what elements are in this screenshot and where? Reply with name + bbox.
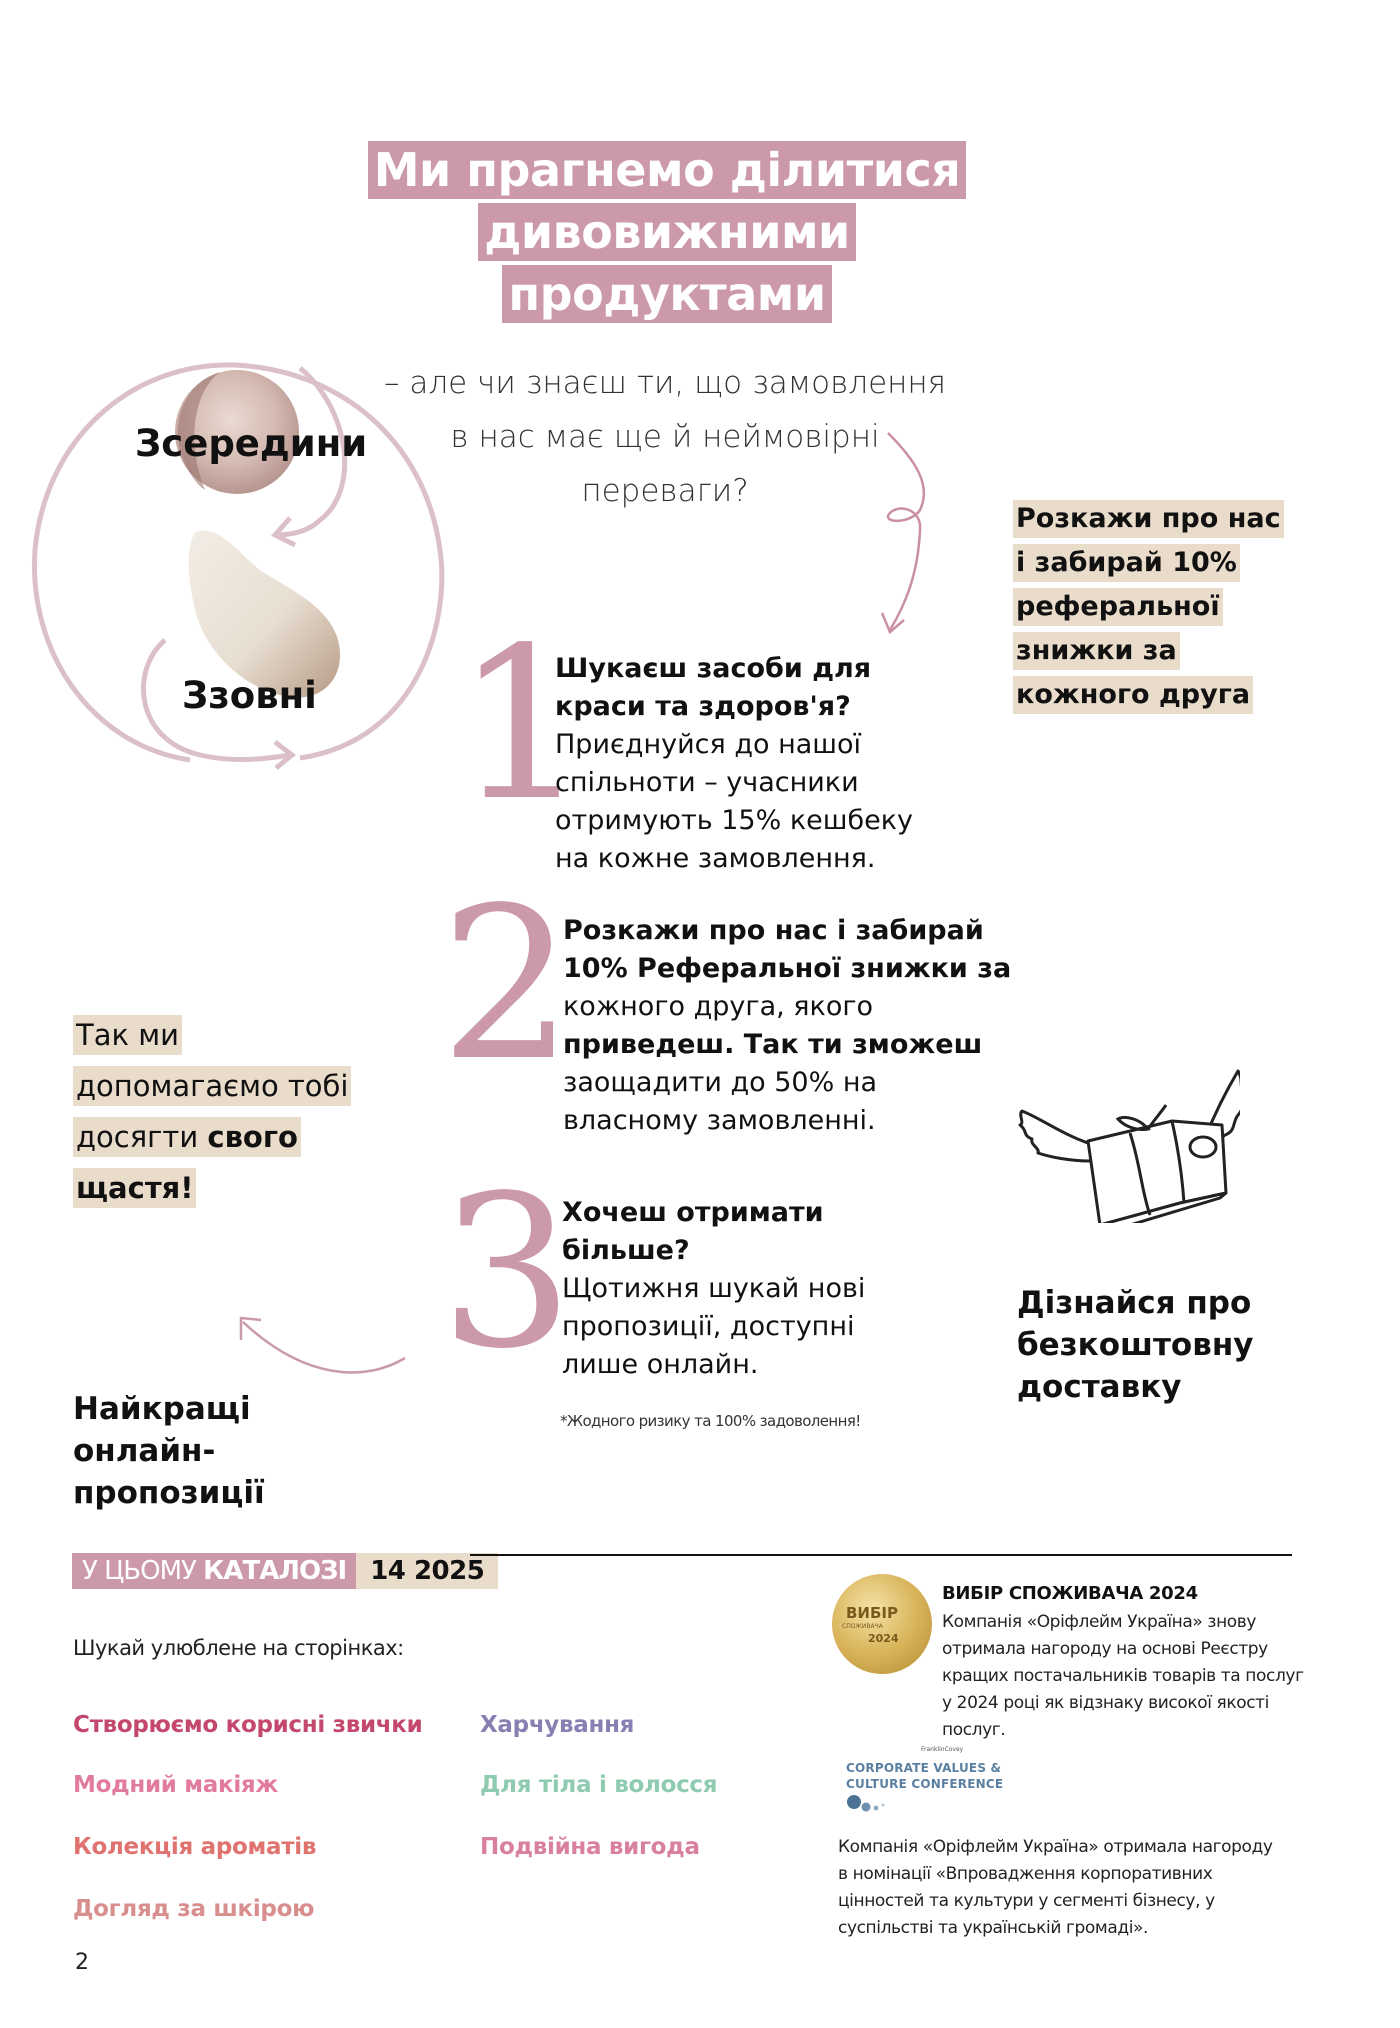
callout-text: досягти	[76, 1120, 208, 1154]
logo-dots-icon	[846, 1792, 906, 1814]
corporate-values-logo	[846, 1746, 1003, 1818]
step-heading: Хочеш отримати	[562, 1197, 824, 1228]
catalog-label	[72, 1553, 356, 1589]
step-heading: Шукаєш засоби для	[555, 653, 872, 684]
category-link-double-benefit[interactable]: Подвійна вигода	[480, 1834, 700, 1860]
step-heading: більше?	[562, 1235, 690, 1266]
corporate-award-text	[838, 1834, 1318, 1942]
category-link-skincare[interactable]: Догляд за шкірою	[73, 1896, 315, 1922]
step-body: спільноти – учасники	[555, 767, 859, 798]
outside-label: Ззовні	[182, 674, 317, 717]
happiness-callout	[73, 1015, 393, 1219]
inside-label: Зсередини	[135, 422, 368, 465]
award-line: Компанія «Оріфлейм Україна» отримала нагороду	[838, 1837, 1273, 1857]
step-number-2: 2	[440, 862, 574, 1107]
catalog-label-regular: У ЦЬОМУ	[82, 1556, 204, 1586]
logo-line: CULTURE CONFERENCE	[846, 1777, 1004, 1791]
free-delivery-heading	[1017, 1282, 1253, 1408]
step-body: на кожне замовлення.	[555, 843, 876, 874]
heading-line: Найкращі	[73, 1391, 251, 1427]
callout-line: і забирай 10%	[1013, 544, 1240, 582]
award-line: цінностей та культури у сегменті бізнесу, у	[838, 1891, 1215, 1911]
step-number-1: 1	[455, 602, 589, 847]
step-heading: краси та здоров'я?	[555, 691, 851, 722]
callout-line: Так ми	[73, 1015, 182, 1055]
callout-line: знижки за	[1013, 632, 1180, 670]
catalog-label-bold: КАТАЛОЗІ	[203, 1556, 347, 1586]
curved-arrow-icon	[235, 1310, 415, 1385]
medal-text: 2024	[868, 1632, 899, 1645]
callout-line: Розкажи про нас	[1013, 500, 1284, 538]
logo-line: CORPORATE VALUES &	[846, 1761, 1002, 1775]
catalog-issue: 14 2025	[356, 1553, 498, 1589]
step-body: лише онлайн.	[562, 1349, 759, 1380]
subtitle-line: – але чи знаєш ти, що замовлення	[383, 365, 947, 401]
step-heading: Розкажи про нас і забирай	[563, 915, 984, 946]
callout-line	[73, 1117, 301, 1157]
step-heading: 10% Реферальної знижки за	[563, 953, 1012, 984]
cream-swatch	[189, 531, 340, 698]
category-link-nutrition[interactable]: Харчування	[480, 1712, 635, 1738]
step-body: заощадити до 50% на	[563, 1067, 878, 1098]
consumer-choice-medal	[832, 1574, 932, 1674]
step-body: власному замовленні.	[563, 1105, 876, 1136]
step-body: пропозиції, доступні	[562, 1311, 855, 1342]
step-2-text	[563, 912, 1011, 1140]
category-link-habits[interactable]: Створюємо корисні звички	[73, 1712, 423, 1738]
flying-gift-box-icon	[1000, 1053, 1240, 1223]
title-line: Ми прагнемо ділитися	[368, 141, 967, 199]
step-number-3: 3	[440, 1150, 574, 1395]
subtitle-line: переваги?	[581, 473, 749, 509]
heading-line: доставку	[1017, 1369, 1182, 1405]
step-3-text	[562, 1194, 865, 1384]
consumer-choice-title: ВИБІР СПОЖИВАЧА 2024	[942, 1583, 1198, 1604]
step-body-bold: приведеш. Так ти зможеш	[563, 1029, 983, 1060]
medal-text: ВИБІР	[846, 1604, 898, 1622]
award-line: суспільстві та українській громаді».	[838, 1918, 1149, 1938]
consumer-choice-text	[942, 1609, 1322, 1744]
callout-line: кожного друга	[1013, 676, 1253, 714]
referral-callout	[1013, 500, 1303, 720]
medal-text: СПОЖИВАЧА	[842, 1623, 883, 1630]
callout-line	[73, 1168, 196, 1208]
heading-line: пропозиції	[73, 1475, 265, 1511]
callout-line: допомагаємо тобі	[73, 1066, 351, 1106]
heading-line: онлайн-	[73, 1433, 216, 1469]
page-number: 2	[75, 1950, 89, 1975]
category-link-fragrance[interactable]: Колекція ароматів	[73, 1834, 317, 1860]
award-line: в номінації «Впровадження корпоративних	[838, 1864, 1213, 1884]
callout-text-bold: щастя!	[76, 1171, 194, 1205]
callout-line: реферальної	[1013, 588, 1223, 626]
squiggle-arrow-icon	[860, 415, 930, 635]
subtitle-line: в нас має ще й неймовірні	[450, 419, 880, 455]
category-link-body-hair[interactable]: Для тіла і волосся	[480, 1772, 718, 1798]
step-body: отримують 15% кешбеку	[555, 805, 914, 836]
award-line: послуг.	[942, 1720, 1006, 1740]
heading-line: Дізнайся про	[1017, 1285, 1252, 1321]
title-line: дивовижними	[478, 203, 856, 261]
award-line: кращих постачальників товарів та послуг	[942, 1666, 1304, 1686]
heading-line: безкоштовну	[1017, 1327, 1254, 1363]
footnote: *Жодного ризику та 100% задоволення!	[560, 1412, 861, 1430]
catalog-banner	[72, 1553, 498, 1589]
step-body: Щотижня шукай нові	[562, 1273, 866, 1304]
award-line: отримала нагороду на основі Реєстру	[942, 1639, 1268, 1659]
step-body: Приєднуйся до нашої	[555, 729, 862, 760]
logo-brand: FranklinCovey	[921, 1746, 964, 1753]
award-line: у 2024 році як відзнаку високої якості	[942, 1693, 1269, 1713]
divider	[470, 1554, 1292, 1556]
step-body: кожного друга, якого	[563, 991, 874, 1022]
best-offers-heading	[73, 1388, 265, 1514]
award-line: Компанія «Оріфлейм Україна» знову	[942, 1612, 1257, 1632]
page-title	[300, 141, 1034, 327]
step-1-text	[555, 650, 913, 878]
title-line: продуктами	[502, 265, 831, 323]
search-hint: Шукай улюблене на сторінках:	[73, 1636, 404, 1660]
category-link-makeup[interactable]: Модний макіяж	[73, 1772, 278, 1798]
callout-text-bold: свого	[207, 1120, 298, 1154]
